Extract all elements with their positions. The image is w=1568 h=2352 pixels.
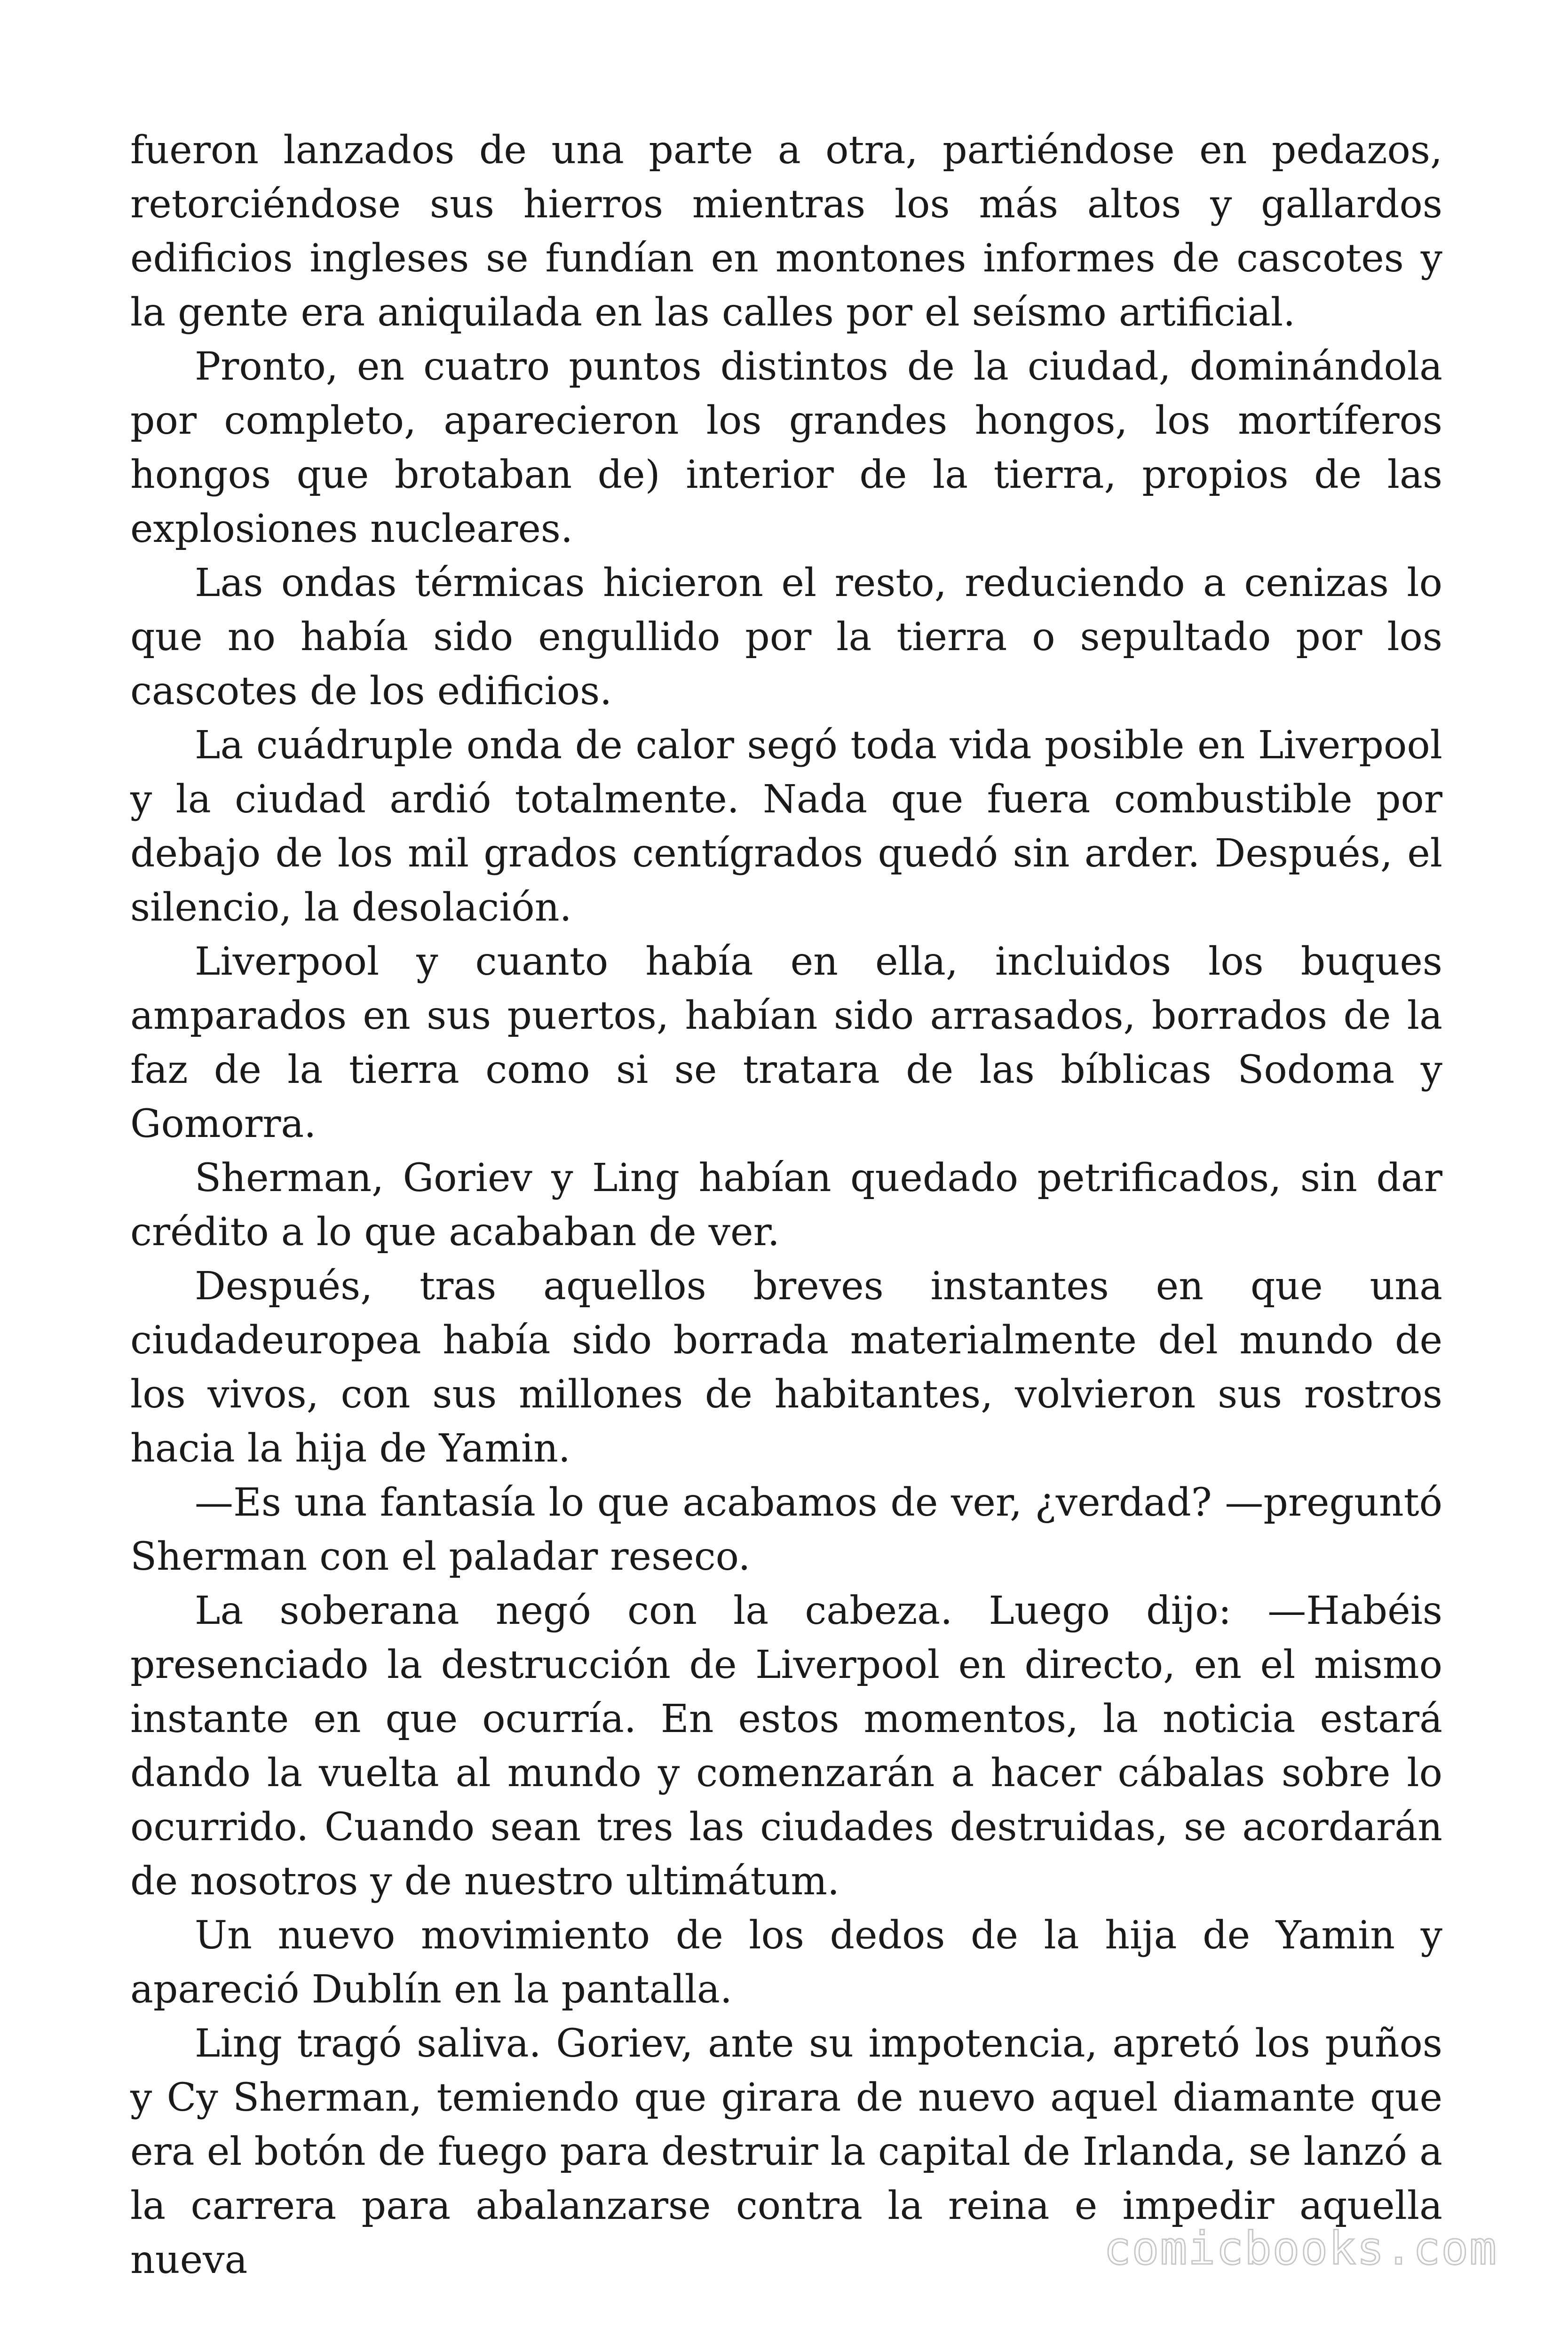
paragraph-11: Ling tragó saliva. Goriev, ante su impotencia, apretó los puños y Cy Sherman, temiendo que girara de nuevo aquel diamante que era el botón de fuego para destruir la capital de Irlanda, se lanzó a la carrera para abalanzarse contra la reina e impedir aquella nueva: [130, 2021, 1442, 2282]
paragraph-1: fueron lanzados de una parte a otra, partiéndose en pedazos, retorciéndose sus hierros mientras los más altos y gallardos edificios ingleses se fundían en montones informes de cascotes y la gente era aniquilada en las calles por el seísmo artificial.: [130, 128, 1442, 335]
paragraph-2: Pronto, en cuatro puntos distintos de la ciudad, dominándola por completo, aparecieron los grandes hongos, los mortíferos hongos que brotaban de) interior de la tierra, propios de las explosiones nucleares.: [130, 344, 1442, 551]
paragraph-8: —Es una fantasía lo que acabamos de ver, ¿verdad? —preguntó Sherman con el paladar reseco.: [130, 1480, 1442, 1579]
paragraph-3: Las ondas térmicas hicieron el resto, reduciendo a cenizas lo que no había sido engullido por la tierra o sepultado por los cascotes de los edificios.: [130, 561, 1442, 714]
page-text: [130, 123, 1442, 2287]
paragraph-6: Sherman, Goriev y Ling habían quedado petrificados, sin dar crédito a lo que acababan de ver.: [130, 1156, 1442, 1255]
paragraph-7: Después, tras aquellos breves instantes en que una ciudadeuropea había sido borrada materialmente del mundo de los vivos, con sus millones de habitantes, volvieron sus rostros hacia la hija de Yamin.: [130, 1264, 1442, 1471]
paragraph-10: Un nuevo movimiento de los dedos de la hija de Yamin y apareció Dublín en la pantalla.: [130, 1913, 1442, 2012]
paragraph-5: Liverpool y cuanto había en ella, incluidos los buques amparados en sus puertos, habían sido arrasados, borrados de la faz de la tierra como si se tratara de las bíblicas Sodoma y Gomorra.: [130, 939, 1442, 1146]
paragraph-4: La cuádruple onda de calor segó toda vida posible en Liverpool y la ciudad ardió totalmente. Nada que fuera combustible por debajo de los mil grados centígrados quedó sin arder. Después, el silencio, la desolación.: [130, 723, 1442, 930]
paragraph-9: La soberana negó con la cabeza. Luego dijo: —Habéis presenciado la destrucción de Liverpool en directo, en el mismo instante en que ocurría. En estos momentos, la noticia estará dando la vuelta al mundo y comenzarán a hacer cábalas sobre lo ocurrido. Cuando sean tres las ciudades destruidas, se acordarán de nosotros y de nuestro ultimátum.: [130, 1589, 1442, 1904]
watermark: comicbooks.com: [1103, 2222, 1497, 2275]
